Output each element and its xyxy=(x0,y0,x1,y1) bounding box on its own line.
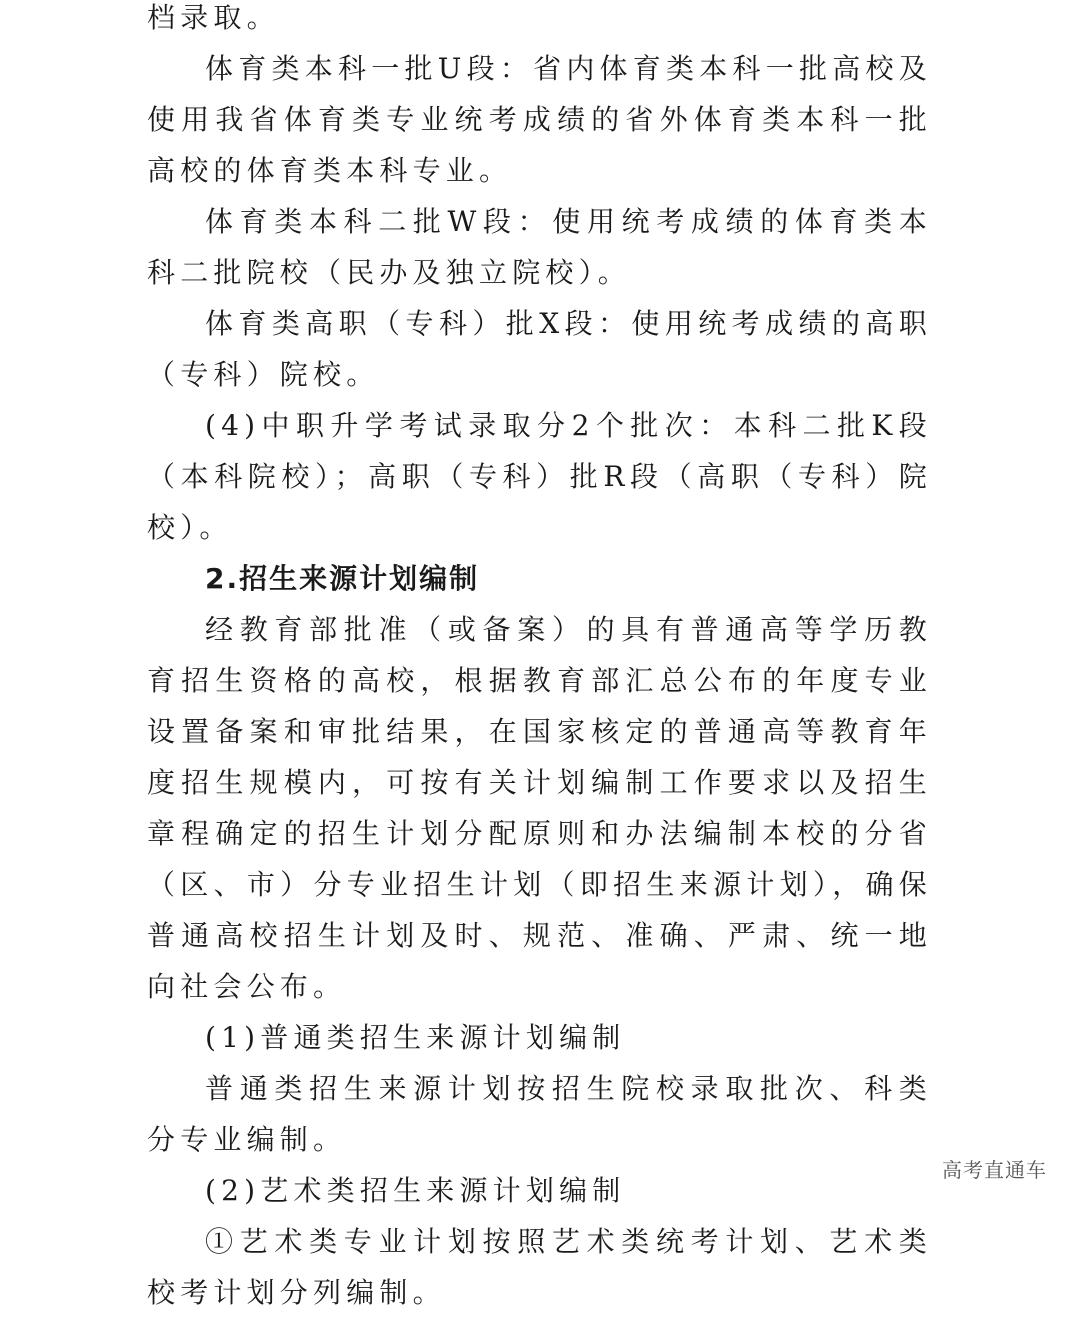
paragraph-vocational-batches: (4)中职升学考试录取分2个批次：本科二批K段（本科院校）；高职（专科）批R段（高职（专科）院校）。 xyxy=(147,409,932,544)
paragraph-art-plan-item-1: ①艺术类专业计划按照艺术类统考计划、艺术类校考计划分列编制。 xyxy=(147,1225,932,1309)
paragraph-continuation: 档录取。 xyxy=(147,1,280,34)
paragraph-plan-compilation: 经教育部批准（或备案）的具有普通高等学历教育招生资格的高校，根据教育部汇总公布的年度专业设置备案和审批结果，在国家核定的普通高等教育年度招生规模内，可按有关计划编制工作要求以及招生章程确定的招生计划分配原则和办法编制本校的分省（区、市）分专业招生计划（即招生来源计划），确保普通高校招生计划及时、规范、准确、严肃、统一地向社会公布。 xyxy=(147,613,932,1003)
paragraph-sports-batch-w: 体育类本科二批W段：使用统考成绩的体育类本科二批院校（民办及独立院校）。 xyxy=(147,205,932,289)
paragraph-sports-batch-u: 体育类本科一批U段：省内体育类本科一批高校及使用我省体育类专业统考成绩的省外体育类本科一批高校的体育类本科专业。 xyxy=(147,52,932,187)
paragraph-general-plan: 普通类招生来源计划按招生院校录取批次、科类分专业编制。 xyxy=(147,1072,932,1156)
paragraph-sports-batch-x: 体育类高职（专科）批X段：使用统考成绩的高职（专科）院校。 xyxy=(147,307,932,391)
watermark-label: 高考直通车 xyxy=(942,1158,1047,1182)
subheading-general-plan: (1)普通类招生来源计划编制 xyxy=(205,1021,626,1054)
subheading-art-plan: (2)艺术类招生来源计划编制 xyxy=(205,1174,626,1207)
document-body xyxy=(147,0,932,1318)
section-heading-plan-compilation: 2.招生来源计划编制 xyxy=(205,562,480,595)
